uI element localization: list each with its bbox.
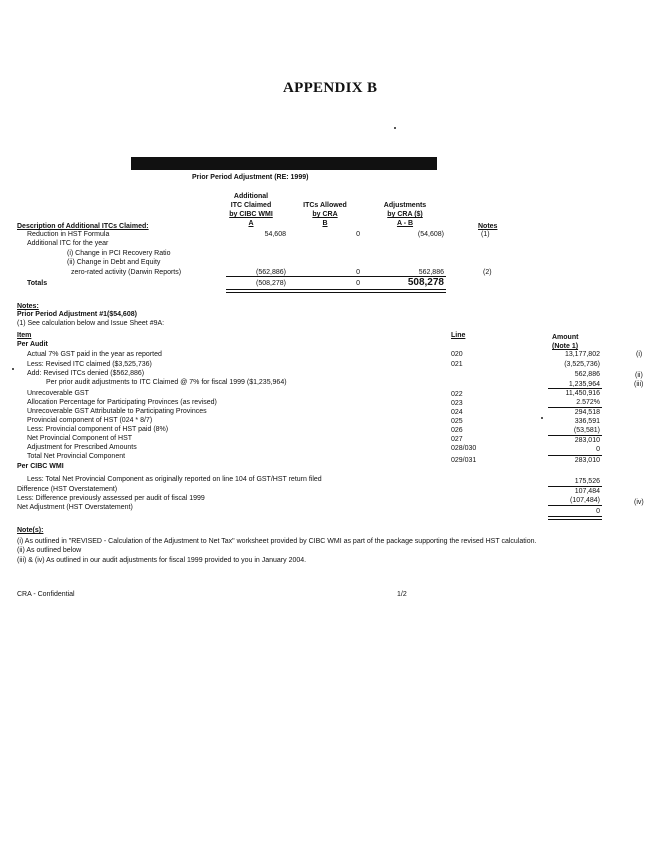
note1-header: (Note 1) [552,343,579,350]
change-pci: (i) Change in PCI Recovery Ratio [67,250,171,257]
zero-rated-label: zero-rated activity (Darwin Reports) [71,269,182,276]
calc-line: 020 [451,351,463,358]
cibc-label: Net Adjustment (HST Overstatement) [17,504,133,511]
calc-label: Unrecoverable GST Attributable to Participating Provinces [27,408,207,415]
calc-label: Actual 7% GST paid in the year as reported [27,351,162,358]
calc-note: (ii) [635,372,643,379]
scan-speck [394,127,396,129]
table-title: Prior Period Adjustment (RE: 1999) [192,174,309,181]
calc-amount: (3,525,736) [564,361,600,368]
zero-note: (2) [483,269,492,276]
additional-label: Additional ITC for the year [27,240,109,247]
col-b-header: ITCs Allowed by CRA B [303,202,347,227]
calc-line: 022 [451,391,463,398]
totals-label: Totals [27,280,48,287]
calc-line: 025 [451,418,463,425]
col-a-header: Additional ITC Claimed by CIBC WMI A [229,193,273,227]
cibc-amount: 107,484 [574,488,600,495]
calc-line: 024 [451,409,463,416]
totals-b: 0 [356,280,360,287]
calc-amount: 294,518 [574,409,600,416]
calc-amount: 0 [596,446,600,453]
page-number: 1/2 [397,591,407,598]
page-title: APPENDIX B [283,80,378,96]
amount-header: Amount [552,334,579,341]
reduction-note: (1) [481,231,490,238]
notes-heading: Notes: [17,303,39,310]
calc-line: 028/030 [451,445,477,452]
calc-label: Unrecoverable GST [27,390,89,397]
calc-amount: 11,450,916 [565,390,600,397]
calc-label: Less: Provincial component of HST paid (8%) [27,426,169,433]
item-header: Item [17,332,32,339]
footnote-3: (iii) & (iv) As outlined in our audit adjustments for fiscal 1999 provided to you in January 2004. [17,557,307,564]
footnote-2: (ii) As outlined below [17,547,82,554]
change-debt: (ii) Change in Debt and Equity [67,259,161,266]
cibc-label: Less: Total Net Provincial Component as originally reported on line 104 of GST/HST return filed [27,476,322,483]
zero-c: 562,886 [418,269,444,276]
calc-amount: 283,010 [574,457,600,464]
calc-label: Net Provincial Component of HST [27,435,133,442]
calc-note: (iii) [634,381,644,388]
calc-amount: 1,235,964 [568,381,600,388]
per-audit: Per Audit [17,341,48,348]
footnote-1: (i) As outlined in "REVISED - Calculation of the Adjustment to Net Tax" worksheet provided by CIBC WMI as part of the package supporting the revised HST calculation. [17,538,537,545]
cibc-amount: 0 [596,508,600,515]
calc-amount: 336,591 [574,418,600,425]
totals-c: 508,278 [407,277,444,288]
footnote-heading: Note(s): [17,527,44,534]
calc-line: 029/031 [451,457,477,464]
calc-amount: (53,581) [573,427,600,434]
calc-amount: 562,886 [574,371,600,378]
calc-note: (i) [636,351,643,358]
calc-label: Less: Revised ITC claimed ($3,525,736) [27,361,152,368]
totals-double-rule [226,289,446,293]
line-header: Line [451,332,466,339]
cibc-note: (iv) [634,499,644,506]
reduction-c: (54,608) [417,231,444,238]
description-header: Description of Additional ITCs Claimed: [17,223,149,230]
cibc-amount: (107,484) [570,497,600,504]
calc-line: 027 [451,436,463,443]
scan-speck [12,368,14,370]
col-c-header: Adjustments by CRA ($) A - B [383,202,427,227]
notes-header: Notes [478,223,498,230]
net-double-rule [548,516,602,520]
calc-amount: 13,177,802 [564,351,600,358]
ppa-heading: Prior Period Adjustment #1($54,608) [17,311,137,318]
zero-a: (562,886) [256,269,286,276]
calc-label: Adjustment for Prescribed Amounts [27,444,137,451]
calc-line: 021 [451,361,463,368]
zero-b: 0 [356,269,360,276]
scan-speck [541,417,543,419]
see-calc: (1) See calculation below and Issue Sheet #9A: [17,320,165,327]
per-cibc: Per CIBC WMI [17,463,64,470]
reduction-b: 0 [356,231,360,238]
reduction-a: 54,608 [264,231,286,238]
calc-amount: 283,010 [574,437,600,444]
redaction-bar [131,157,437,170]
calc-label: Per prior audit adjustments to ITC Claimed @ 7% for fiscal 1999 ($1,235,964) [46,379,287,386]
footer-confidential: CRA - Confidential [17,591,75,598]
calc-label: Total Net Provincial Component [27,453,126,460]
calc-amount: 2.572% [576,399,600,406]
totals-a: (508,278) [256,280,286,287]
calc-line: 023 [451,400,463,407]
calc-label: Allocation Percentage for Participating Provinces (as revised) [27,399,217,406]
calc-label: Add: Revised ITCs denied ($562,886) [27,370,145,377]
cibc-label: Less: Difference previously assessed per audit of fiscal 1999 [17,495,205,502]
cibc-label: Difference (HST Overstatement) [17,486,118,493]
calc-line: 026 [451,427,463,434]
cibc-rule [548,505,602,506]
reduction-label: Reduction in HST Formula [27,231,110,238]
calc-label: Provincial component of HST (024 * 8/7) [27,417,153,424]
cibc-amount: 175,526 [574,478,600,485]
